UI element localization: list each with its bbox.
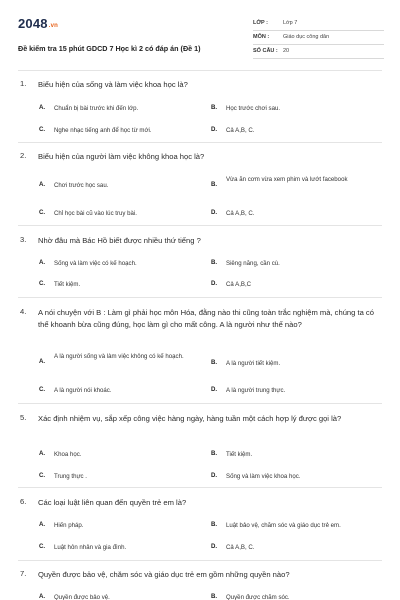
question-text: Biểu hiện của người làm việc không khoa học là? [38,152,205,161]
meta-subject-row [253,31,384,45]
question-number: 6. [20,497,27,506]
option-text: Chỉ học bài cũ vào lúc truy bài. [54,210,137,217]
option-text: A là người sống và làm việc không có kế hoạch. [54,353,184,360]
option-text: Luật bảo vệ, chăm sóc và giáo dục trẻ em. [226,522,341,529]
option-letter: B. [211,259,218,266]
question-text: Các loại luật liên quan đến quyền trẻ em là? [38,498,187,507]
question-number: 3. [20,235,27,244]
divider [18,297,382,298]
option-text: Cả A,B, C. [226,127,255,134]
option-text: Khoa học. [54,451,82,458]
option-text: Siêng năng, cần cù. [226,260,280,267]
option-letter: C. [39,386,46,393]
option-text: Cả A,B, C. [226,544,255,551]
question-number: 1. [20,79,27,88]
divider [18,142,382,143]
logo-text: 2048 [18,16,48,31]
option-letter: D. [211,209,218,216]
option-letter: A. [39,259,46,266]
option-letter: D. [211,543,218,550]
option-letter: D. [211,126,218,133]
option-letter: D. [211,472,218,479]
question-number: 5. [20,413,27,422]
option-text: Quyền được bảo vệ. [54,594,110,600]
option-letter: B. [211,104,218,111]
option-letter: D. [211,386,218,393]
option-text: Học trước chơi sau. [226,105,281,112]
option-text: Cả A,B, C. [226,210,255,217]
option-letter: A. [39,521,46,528]
option-text: Quyền được chăm sóc. [226,594,290,600]
option-text: A là người trung thực. [226,387,286,394]
meta-count-value: 20 [283,48,290,54]
question-text: Xác định nhiệm vụ, sắp xếp công việc hàng ngày, hàng tuần một cách hợp lý được gọi là? [38,414,342,423]
divider [18,487,382,488]
site-logo[interactable] [18,16,58,31]
option-letter: D. [211,280,218,287]
option-text: A là người tiết kiệm. [226,360,281,367]
option-letter: A. [39,358,46,365]
meta-count-row [253,45,384,59]
divider [18,560,382,561]
option-letter: C. [39,209,46,216]
meta-class-row [253,17,384,31]
option-letter: B. [211,359,218,366]
option-text: Luật hôn nhân và gia đình. [54,544,127,551]
question-number: 7. [20,569,27,578]
question-number: 2. [20,151,27,160]
meta-subject-value: Giáo dục công dân [283,34,330,40]
divider [18,403,382,404]
exam-title: Đề kiểm tra 15 phút GDCD 7 Học kì 2 có đáp án (Đề 1) [18,44,201,53]
option-letter: B. [211,450,218,457]
option-letter: B. [211,181,218,188]
logo-suffix: .vn [48,23,59,29]
option-letter: C. [39,126,46,133]
option-letter: A. [39,593,46,600]
question-text: Biểu hiện của sống và làm việc khoa học là? [38,80,188,89]
exam-header [18,13,384,63]
option-letter: A. [39,104,46,111]
meta-subject-key: MÔN : [253,34,270,40]
option-letter: B. [211,593,218,600]
option-text: Trung thực . [54,473,87,480]
meta-count-key: SỐ CÂU : [253,48,278,54]
option-text: Tiết kiệm. [54,281,81,288]
option-text: Sống và làm việc khoa học. [226,473,301,480]
option-letter: A. [39,450,46,457]
question-number: 4. [20,307,27,316]
option-text: Tiết kiệm. [226,451,253,458]
option-text: Nghe nhạc tiếng anh để học từ mới. [54,127,152,134]
option-text: Vừa ăn cơm vừa xem phim và lướt facebook [226,176,348,183]
option-letter: A. [39,181,46,188]
exam-meta [253,17,384,59]
question-text: A nói chuyện với B : Làm gì phải học môn Hóa, đằng nào thi cũng toàn trắc nghiệm mà, chúng ta có thể khoanh bừa cũng đúng, học làm gì cho mất công. A là người như thế nào? [38,308,374,329]
option-text: Hiến pháp. [54,522,84,529]
option-text: Sống và làm việc có kế hoạch. [54,260,137,267]
meta-class-value: Lớp 7 [283,20,298,26]
question-text: Nhờ đâu mà Bác Hồ biết được nhiều thứ tiếng ? [38,236,201,245]
option-letter: B. [211,521,218,528]
option-text: Cả A,B,C [226,281,252,288]
option-letter: C. [39,472,46,479]
option-text: Chơi trước học sau. [54,182,109,189]
meta-class-key: LỚP : [253,20,268,26]
option-text: A là người nói khoác. [54,387,112,394]
option-letter: C. [39,280,46,287]
option-text: Chuẩn bị bài trước khi đến lớp. [54,105,139,112]
divider [18,70,382,71]
divider [18,225,382,226]
question-text: Quyền được bảo vệ, chăm sóc và giáo dục trẻ em gồm những quyền nào? [38,570,290,579]
option-letter: C. [39,543,46,550]
